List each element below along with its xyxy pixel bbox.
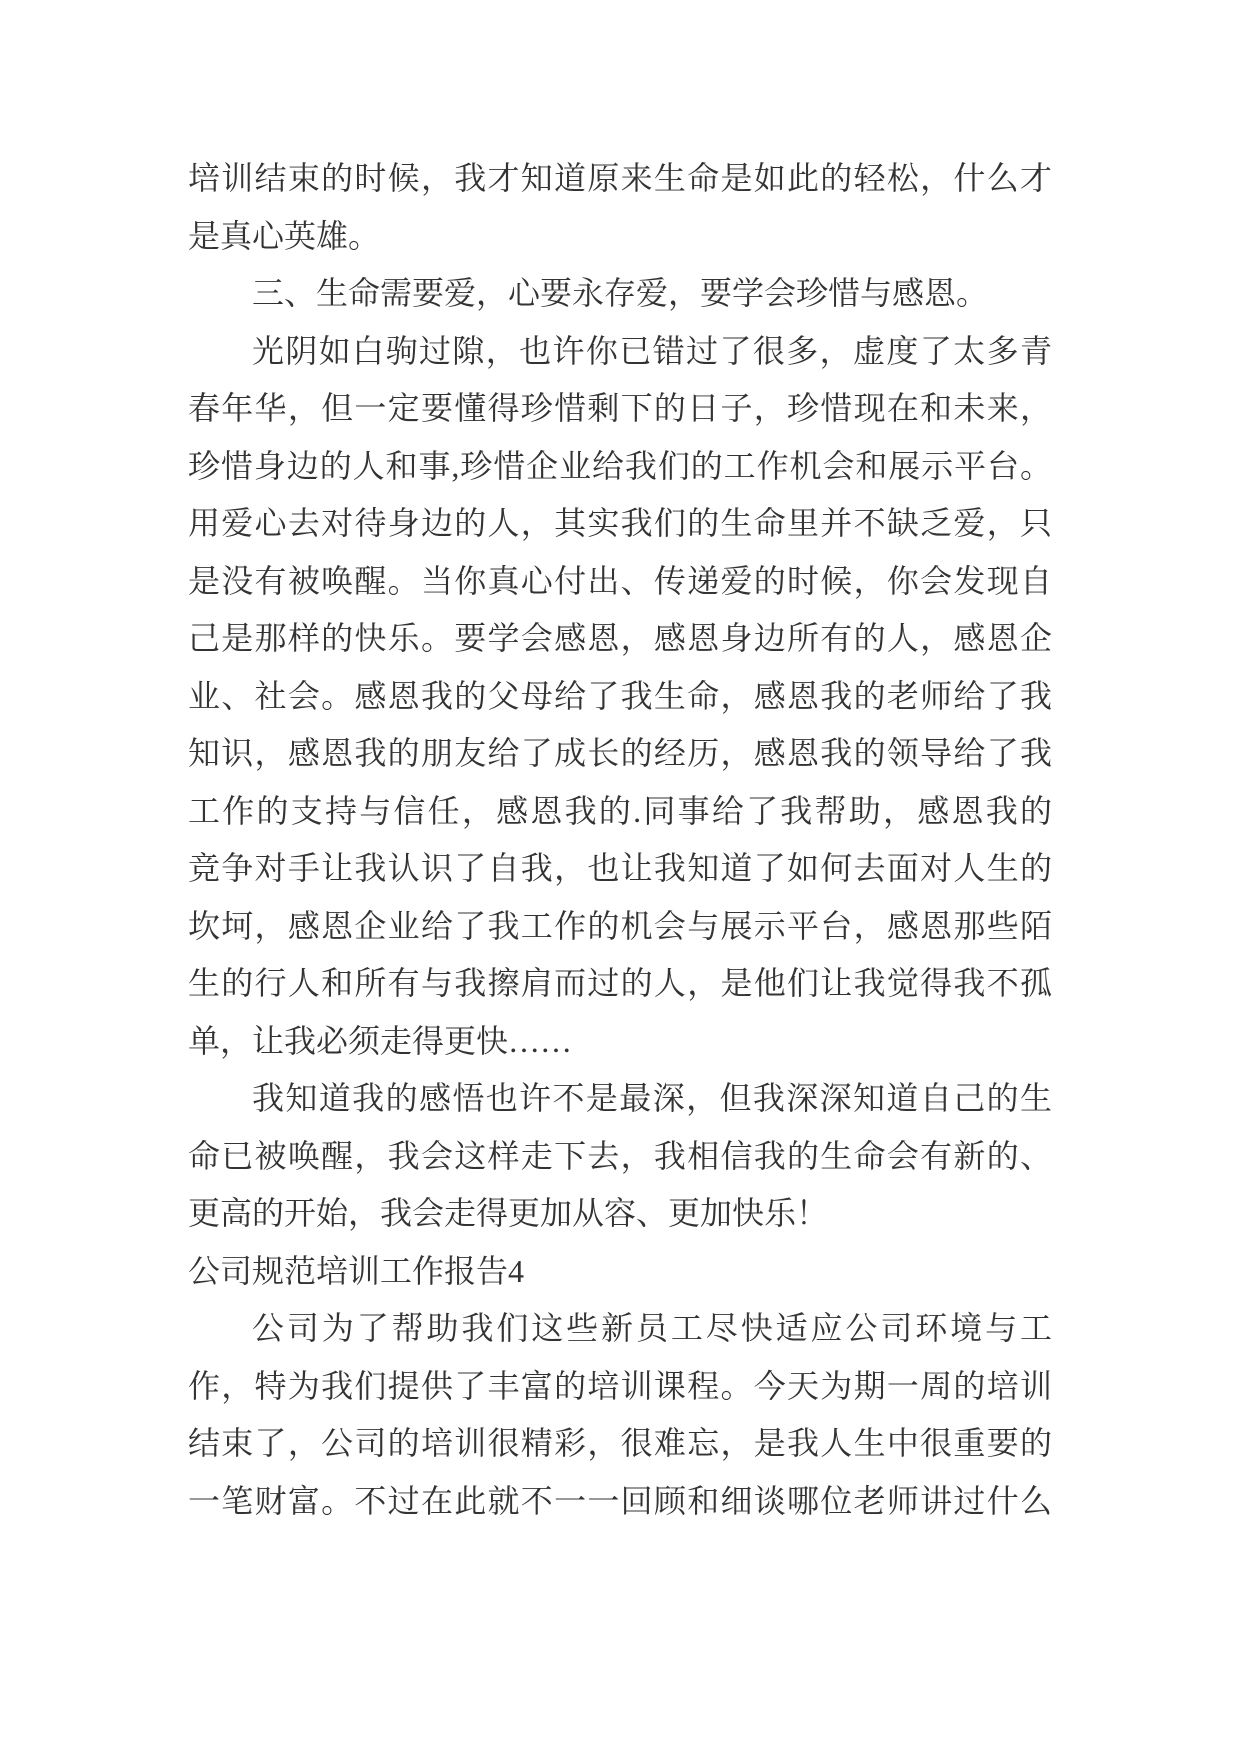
text-line: 单，让我必须走得更快…… — [188, 1022, 573, 1059]
text-line: 光阴如白驹过隙，也许你已错过了很多，虚度了太多青 — [252, 332, 1052, 369]
text-line: 我知道我的感悟也许不是最深，但我深深知道自己的生 — [252, 1080, 1052, 1116]
text-line: 更高的开始，我会走得更加从容、更加快乐！ — [188, 1195, 829, 1231]
text-line: 作，特为我们提供了丰富的培训课程。今天为期一周的培训 — [188, 1367, 1052, 1404]
text-line: 生的行人和所有与我擦肩而过的人，是他们让我觉得我不孤 — [188, 965, 1052, 1001]
text-line: 是真心英雄。 — [188, 217, 381, 254]
text-line: 用爱心去对待身边的人，其实我们的生命里并不缺乏爱，只 — [188, 505, 1052, 541]
section-heading: 公司规范培训工作报告4 — [188, 1252, 525, 1289]
text-line: 培训结束的时候，我才知道原来生命是如此的轻松，什么才 — [188, 160, 1052, 196]
text-line: 三、生命需要爱，心要永存爱，要学会珍惜与感恩。 — [252, 275, 989, 311]
text-line: 坎坷，感恩企业给了我工作的机会与展示平台，感恩那些陌 — [188, 907, 1052, 944]
document-text-block — [188, 150, 1052, 1530]
text-line: 竞争对手让我认识了自我，也让我知道了如何去面对人生的 — [188, 850, 1052, 886]
text-line: 业、社会。感恩我的父母给了我生命，感恩我的老师给了我 — [188, 677, 1052, 714]
text-line: 己是那样的快乐。要学会感恩，感恩身边所有的人，感恩企 — [188, 620, 1052, 656]
text-line: 命已被唤醒，我会这样走下去，我相信我的生命会有新的、 — [188, 1137, 1052, 1174]
text-line: 是没有被唤醒。当你真心付出、传递爱的时候，你会发现自 — [188, 562, 1052, 599]
text-line: 珍惜身边的人和事,珍惜企业给我们的工作机会和展示平台。 — [188, 447, 1052, 484]
text-line: 一笔财富。不过在此就不一一回顾和细谈哪位老师讲过什么 — [188, 1482, 1052, 1519]
text-line: 结束了，公司的培训很精彩，很难忘，是我人生中很重要的 — [188, 1425, 1052, 1461]
text-line: 工作的支持与信任，感恩我的.同事给了我帮助，感恩我的 — [188, 792, 1052, 829]
text-line: 公司为了帮助我们这些新员工尽快适应公司环境与工 — [252, 1310, 1052, 1346]
text-line: 知识，感恩我的朋友给了成长的经历，感恩我的领导给了我 — [188, 735, 1052, 771]
text-line: 春年华，但一定要懂得珍惜剩下的日子，珍惜现在和未来， — [188, 390, 1052, 426]
